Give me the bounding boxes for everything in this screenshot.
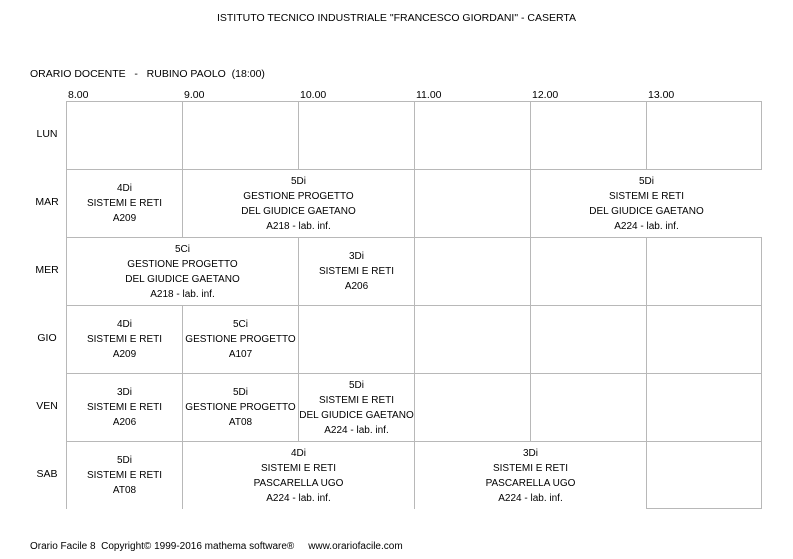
day-label: LUN — [36, 128, 58, 140]
lesson-cell — [183, 442, 414, 509]
lesson-cell — [67, 306, 182, 373]
teacher-subtitle: ORARIO DOCENTE - RUBINO PAOLO (18:00) — [30, 68, 265, 80]
lesson-cell — [299, 374, 414, 441]
lesson-cell — [183, 374, 298, 441]
lesson-line: SISTEMI E RETI — [318, 266, 394, 277]
lesson-cell — [183, 170, 414, 237]
lesson-line: A224 - lab. inf. — [324, 424, 389, 436]
lesson-line: 3Di — [116, 387, 132, 398]
lesson-line: DEL GIUDICE GAETANO — [299, 409, 414, 421]
lesson-line: GESTIONE PROGETTO — [185, 334, 296, 345]
lesson-cell — [415, 442, 646, 509]
lesson-line: A224 - lab. inf. — [498, 492, 563, 504]
hour-label: 12.00 — [532, 89, 559, 101]
day-label: MER — [35, 264, 59, 276]
lesson-line: SISTEMI E RETI — [608, 190, 684, 202]
lesson-line: SISTEMI E RETI — [260, 462, 336, 474]
lesson-line: A218 - lab. inf. — [150, 288, 215, 300]
day-label: VEN — [36, 400, 58, 412]
day-label: GIO — [37, 332, 57, 344]
lesson-line: A218 - lab. inf. — [266, 220, 331, 232]
lesson-line: PASCARELLA UGO — [485, 477, 576, 489]
lesson-line: SISTEMI E RETI — [86, 470, 162, 481]
lesson-line: 5Di — [638, 175, 654, 187]
lesson-line: A206 — [112, 417, 137, 428]
lesson-line: DEL GIUDICE GAETANO — [589, 205, 704, 217]
lesson-line: AT08 — [228, 417, 253, 428]
lesson-line: GESTIONE PROGETTO — [127, 258, 238, 270]
lesson-cell — [531, 170, 762, 237]
hour-label: 10.00 — [300, 89, 327, 101]
lesson-line: 5Di — [348, 379, 364, 391]
day-label: SAB — [36, 468, 58, 480]
lesson-line: A107 — [228, 349, 253, 360]
lesson-line: SISTEMI E RETI — [86, 402, 162, 413]
lesson-line: 5Di — [290, 175, 306, 187]
lesson-line: 5Ci — [174, 243, 190, 255]
lesson-line: 5Di — [116, 455, 132, 466]
lesson-cell — [67, 442, 182, 509]
lesson-cell — [67, 170, 182, 237]
lesson-line: 3Di — [348, 251, 364, 262]
lesson-cell — [183, 306, 298, 373]
lesson-cell — [67, 238, 298, 305]
lesson-line: PASCARELLA UGO — [253, 477, 344, 489]
lesson-line: DEL GIUDICE GAETANO — [241, 205, 356, 217]
lesson-line: SISTEMI E RETI — [492, 462, 568, 474]
lesson-line: 5Ci — [232, 319, 248, 330]
lesson-line: 4Di — [116, 319, 132, 330]
hour-label: 8.00 — [68, 89, 89, 101]
hour-label: 9.00 — [184, 89, 205, 101]
lesson-line: A206 — [344, 281, 369, 292]
lesson-line: GESTIONE PROGETTO — [243, 190, 354, 202]
lesson-line: GESTIONE PROGETTO — [185, 402, 296, 413]
lesson-line: A224 - lab. inf. — [614, 220, 679, 232]
lesson-cell — [67, 374, 182, 441]
lesson-line: A209 — [112, 349, 137, 360]
lesson-line: 4Di — [116, 183, 132, 194]
lesson-line: SISTEMI E RETI — [86, 198, 162, 209]
lesson-line: 5Di — [232, 387, 248, 398]
lesson-line: 3Di — [522, 447, 538, 459]
day-label: MAR — [35, 196, 59, 208]
lesson-line: DEL GIUDICE GAETANO — [125, 273, 240, 285]
lesson-line: 4Di — [290, 447, 306, 459]
hour-label: 11.00 — [416, 89, 442, 101]
lesson-line: AT08 — [112, 485, 137, 496]
lesson-line: SISTEMI E RETI — [86, 334, 162, 345]
hour-label: 13.00 — [648, 89, 675, 101]
page-title: ISTITUTO TECNICO INDUSTRIALE "FRANCESCO GIORDANI" - CASERTA — [216, 12, 577, 24]
lesson-line: A209 — [112, 213, 137, 224]
lesson-cell — [299, 238, 414, 305]
footer-copyright: Orario Facile 8 Copyright© 1999-2016 mathema software® www.orariofacile.com — [30, 541, 403, 552]
lesson-line: SISTEMI E RETI — [318, 394, 394, 406]
lesson-line: A224 - lab. inf. — [266, 492, 331, 504]
